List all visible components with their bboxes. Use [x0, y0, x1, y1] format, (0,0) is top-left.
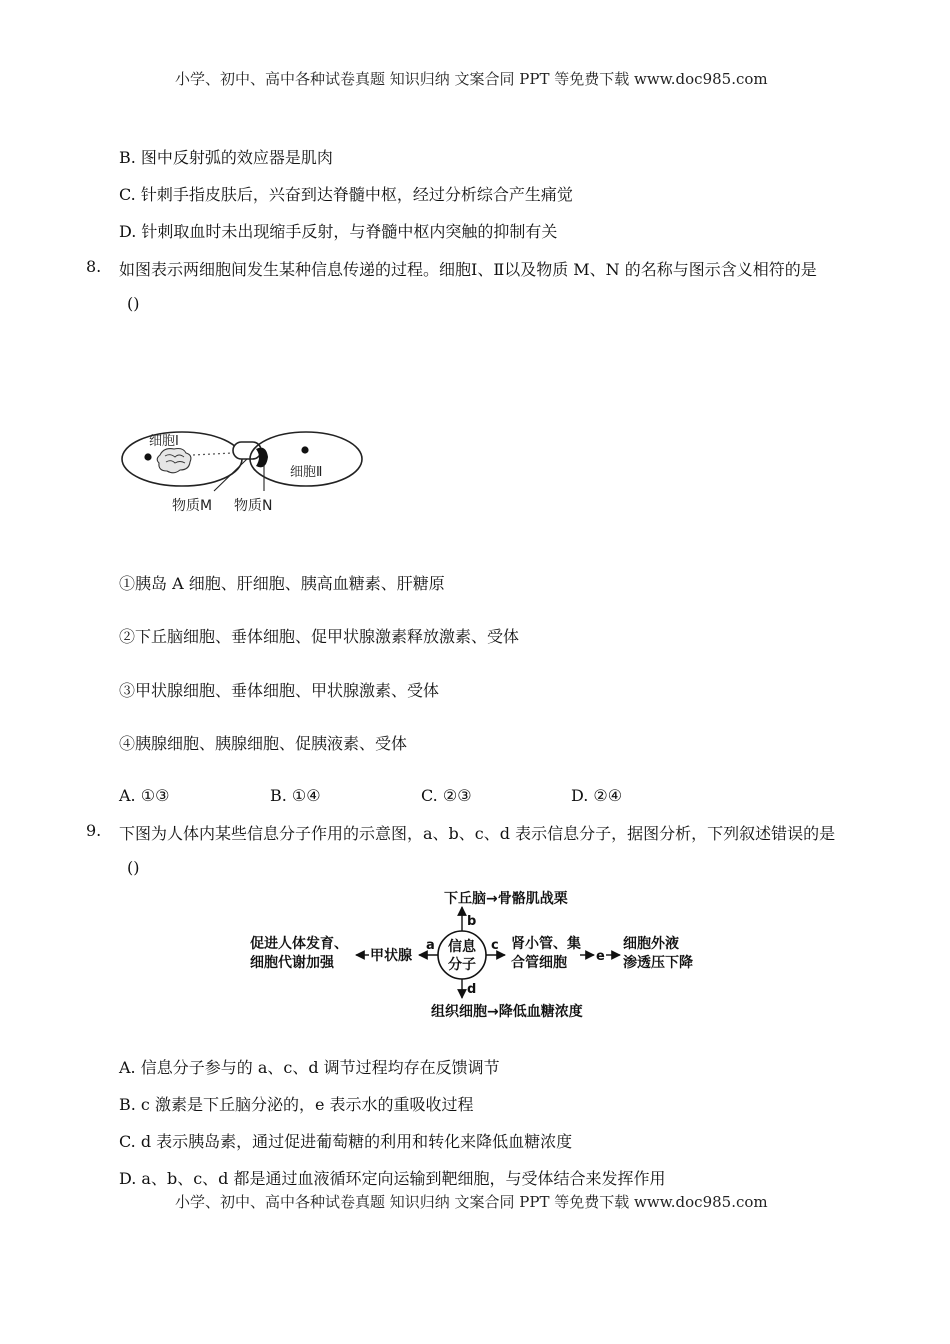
right-target-1: 肾小管、集 — [511, 936, 581, 952]
label-b: b — [467, 914, 477, 929]
q9-option-d: D. a、b、c、d 都是通过血液循环定向运输到靶细胞，与受体结合来发挥作用 — [119, 1169, 666, 1188]
q8-cell-diagram — [118, 425, 368, 520]
left-effect-2: 细胞代谢加强 — [250, 955, 334, 971]
bottom-target: 组织细胞→降低血糖浓度 — [431, 1004, 583, 1020]
cell-2-nucleus — [301, 446, 308, 453]
label-c: c — [491, 938, 499, 953]
q8-item-2: ②下丘脑细胞、垂体细胞、促甲状腺激素释放激素、受体 — [119, 627, 520, 646]
q8-item-1: ①胰岛 A 细胞、肝细胞、胰高血糖素、肝糖原 — [119, 574, 445, 593]
q9-option-a: A. 信息分子参与的 a、c、d 调节过程均存在反馈调节 — [119, 1058, 500, 1077]
q8-number: 8. — [86, 257, 102, 276]
top-target: 下丘脑→骨骼肌战栗 — [444, 891, 568, 907]
center-label-2: 分子 — [448, 957, 476, 973]
substance-n-label: 物质N — [234, 498, 273, 514]
right-effect-1: 细胞外液 — [623, 936, 679, 952]
cell-1-nucleus — [144, 453, 151, 460]
q7-option-b: B. 图中反射弧的效应器是肌肉 — [119, 148, 333, 167]
q8-paren: () — [127, 294, 140, 313]
label-a: a — [426, 938, 435, 953]
q9-stem: 下图为人体内某些信息分子作用的示意图，a、b、c、d 表示信息分子，据图分析，下列叙述错误的是 — [119, 824, 836, 843]
q9-number: 9. — [86, 821, 102, 840]
q9-option-c: C. d 表示胰岛素，通过促进葡萄糖的利用和转化来降低血糖浓度 — [119, 1132, 573, 1151]
q9-option-b: B. c 激素是下丘脑分泌的，e 表示水的重吸收过程 — [119, 1095, 474, 1114]
q8-option-c: C. ②③ — [421, 786, 472, 805]
q7-option-c: C. 针刺手指皮肤后，兴奋到达脊髓中枢，经过分析综合产生痛觉 — [119, 185, 573, 204]
q7-option-d: D. 针刺取血时未出现缩手反射，与脊髓中枢内突触的抑制有关 — [119, 222, 558, 241]
q8-stem: 如图表示两细胞间发生某种信息传递的过程。细胞Ⅰ、Ⅱ以及物质 M、N 的名称与图示含义相符的是 — [119, 260, 817, 279]
page-footer: 小学、初中、高中各种试卷真题 知识归纳 文案合同 PPT 等免费下载 www.doc985.com — [175, 1193, 768, 1211]
label-d: d — [467, 982, 477, 997]
substance-m-shape — [233, 442, 261, 459]
cell-1-organelle — [157, 449, 191, 473]
q9-signal-diagram — [248, 883, 708, 1023]
cell-1-label: 细胞Ⅰ — [149, 434, 179, 449]
page-header: 小学、初中、高中各种试卷真题 知识归纳 文案合同 PPT 等免费下载 www.doc985.com — [175, 70, 768, 88]
right-target-2: 合管细胞 — [511, 955, 567, 971]
left-effect-1: 促进人体发育、 — [250, 936, 348, 952]
q8-option-d: D. ②④ — [571, 786, 623, 805]
q9-paren: () — [127, 858, 140, 877]
center-label-1: 信息 — [448, 939, 476, 955]
q8-option-b: B. ①④ — [270, 786, 321, 805]
q8-item-4: ④胰腺细胞、胰腺细胞、促胰液素、受体 — [119, 734, 408, 753]
substance-m-label: 物质M — [172, 498, 213, 514]
right-effect-2: 渗透压下降 — [623, 955, 693, 971]
label-e: e — [596, 949, 605, 964]
cell-2-label: 细胞Ⅱ — [290, 465, 323, 480]
q8-item-3: ③甲状腺细胞、垂体细胞、甲状腺激素、受体 — [119, 681, 440, 700]
q8-option-a: A. ①③ — [119, 786, 170, 805]
left-target: 甲状腺 — [370, 948, 412, 964]
